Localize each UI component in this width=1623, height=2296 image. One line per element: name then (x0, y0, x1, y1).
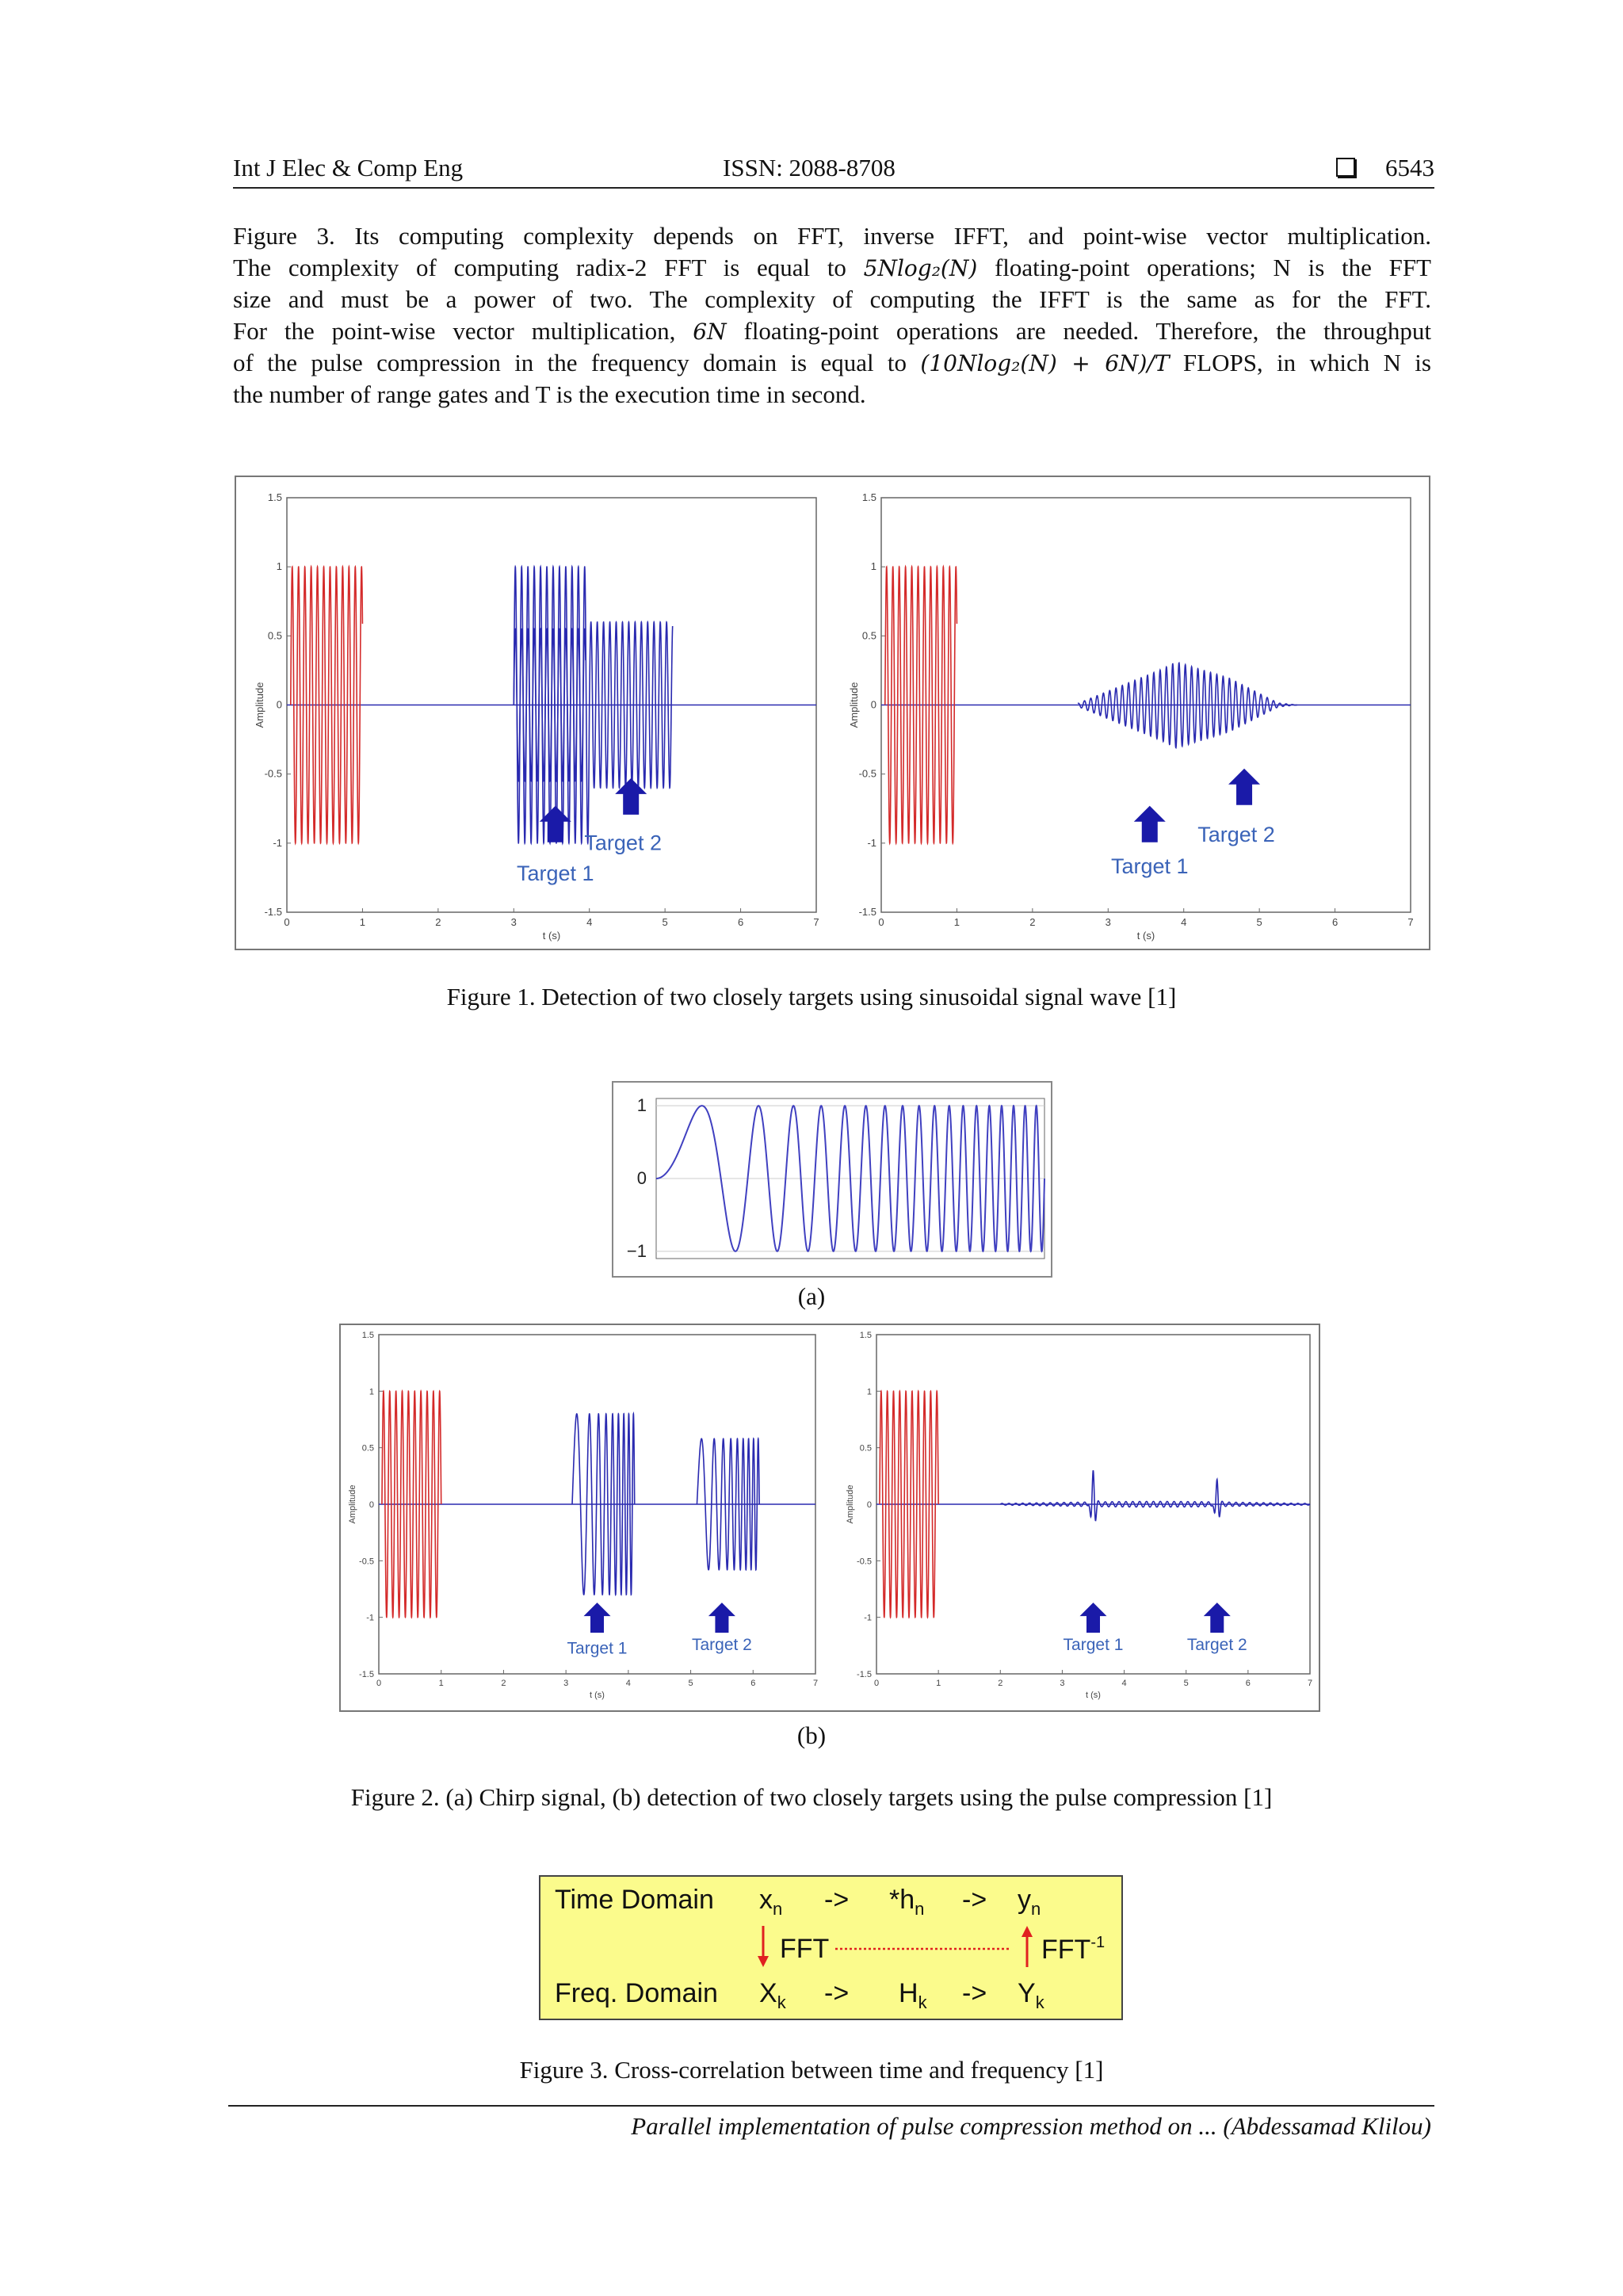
x-n-term: $x_n$ (759, 1885, 783, 1919)
footer-text: Parallel implementation of pulse compression method on ... (Abdessamad Klilou) (631, 2112, 1431, 2140)
y-tick-label: -1.5 (359, 1670, 374, 1679)
y-tick-label: 0.5 (267, 629, 282, 642)
page-number-group (1336, 154, 1434, 182)
y-tick-label: 0 (369, 1500, 374, 1510)
x-tick-label: 7 (812, 1679, 819, 1688)
target-2-label: Target 2 (1186, 1636, 1247, 1655)
arrow-3: -> (824, 1978, 850, 2008)
y-tick-label: -1.5 (858, 906, 876, 918)
y-tick-label: -1.5 (857, 1670, 872, 1679)
footer-rule (228, 2105, 1434, 2107)
x-tick-label: 2 (501, 1679, 506, 1688)
chirp-y-tick-label: −1 (626, 1240, 647, 1261)
fft-complexity-formula: 5Nlog₂(N) (863, 255, 978, 281)
fft-label: FFT (780, 1934, 830, 1964)
x-tick-label: 2 (998, 1679, 1003, 1688)
y-tick-label: 1.5 (859, 1331, 872, 1340)
paragraph-line: size and must be a power of two. The complexity of computing the IFFT is the same as for the FFT. (233, 285, 1431, 313)
arrow-4: -> (962, 1978, 987, 2008)
journal-name: Int J Elec & Comp Eng (233, 154, 464, 181)
figure2b-plots (341, 1325, 1319, 1710)
x-tick-label: 6 (750, 1679, 756, 1688)
y-tick-label: 0.5 (861, 629, 876, 642)
target-2-label: Target 2 (691, 1636, 752, 1655)
x-tick-label: 3 (563, 1679, 569, 1688)
x-tick-label: 3 (1105, 916, 1111, 928)
x-tick-label: 3 (510, 916, 517, 928)
y-tick-label: 1 (870, 560, 876, 573)
y-tick-label: 0.5 (859, 1443, 872, 1454)
figure1-caption: Figure 1. Detection of two closely targets using sinusoidal signal wave [1] (446, 983, 1177, 1010)
x-axis-label: t (s) (542, 930, 561, 942)
paragraph-line: the number of range gates and T is the execution time in second. (233, 380, 866, 408)
x-tick-label: 6 (1331, 916, 1338, 928)
figure1-frame (235, 476, 1430, 950)
x-tick-label: 4 (625, 1679, 631, 1688)
issn: ISSN: 2088-8708 (723, 154, 896, 181)
x-tick-label: 5 (1256, 916, 1262, 928)
y-n-term: $y_n$ (1018, 1885, 1041, 1919)
y-tick-label: 1 (866, 1387, 872, 1397)
x-tick-label: 6 (737, 916, 744, 928)
x-tick-label: 1 (936, 1679, 941, 1688)
x-axis-label: t (s) (590, 1690, 605, 1700)
panel-b-label: (b) (796, 1721, 827, 1749)
target-2-label: Target 2 (1197, 823, 1275, 847)
y-tick-label: -0.5 (359, 1557, 374, 1567)
y-tick-label: 1 (276, 560, 282, 573)
x-tick-label: 0 (284, 916, 290, 928)
y-tick-label: -1 (867, 836, 876, 849)
y-tick-label: -1 (864, 1613, 872, 1623)
figure3-caption: Figure 3. Cross-correlation between time and frequency [1] (519, 2056, 1104, 2084)
x-tick-label: 2 (435, 916, 441, 928)
arrow-2: -> (962, 1885, 987, 1915)
y-axis-label: Amplitude (846, 1484, 855, 1524)
h-n-term: $*h_n$ (889, 1885, 925, 1919)
panel-a-label: (a) (797, 1282, 826, 1310)
y-axis-label: Amplitude (848, 682, 860, 728)
x-tick-label: 0 (376, 1679, 382, 1688)
freq-domain-label: Freq. Domain (555, 1978, 718, 2008)
time-domain-label: Time Domain (555, 1885, 714, 1915)
y-tick-label: -0.5 (264, 767, 282, 780)
x-tick-label: 4 (1121, 1679, 1127, 1688)
y-tick-label: 1.5 (267, 491, 282, 503)
x-tick-label: 4 (1181, 916, 1187, 928)
chirp-y-tick-label: 1 (636, 1095, 647, 1116)
paragraph-line: The complexity of computing radix-2 FFT is equal to 5Nlog₂(N) floating-point operations; N is the FFT (233, 254, 1431, 281)
page-header (233, 152, 1434, 189)
arrow-1: -> (824, 1885, 850, 1915)
y-tick-label: 1.5 (861, 491, 876, 503)
page-number: 6543 (1385, 154, 1434, 181)
x-tick-label: 0 (873, 1679, 880, 1688)
y-tick-label: 1 (369, 1387, 374, 1397)
h-k-term: $H_k$ (899, 1978, 927, 2012)
fft-down-arrowhead (758, 1956, 769, 1967)
figure3-diagram (539, 1875, 1123, 2020)
paragraph-line: For the point-wise vector multiplication, 6N floating-point operations are needed. Therefore, the throughput (233, 317, 1431, 345)
target-1-label: Target 1 (516, 861, 594, 885)
body-paragraph (233, 220, 1431, 411)
x-tick-label: 1 (438, 1679, 444, 1688)
chirp-y-tick-label: 0 (636, 1168, 647, 1188)
figure2-caption: Figure 2. (a) Chirp signal, (b) detection of two closely targets using the pulse compression [1] (350, 1783, 1273, 1811)
y-tick-label: 0 (866, 1500, 872, 1510)
target-1-label: Target 1 (1110, 854, 1189, 879)
multiplication-complexity-formula: 6N (693, 319, 727, 345)
figure1-plots (236, 477, 1429, 949)
paragraph-line: Figure 3. Its computing complexity depends on FFT, inverse IFFT, and point-wise vector multiplication. (233, 222, 1431, 250)
chirp-plot (613, 1083, 1051, 1276)
y-tick-label: -0.5 (858, 767, 876, 780)
x-tick-label: 0 (878, 916, 884, 928)
x-tick-label: 7 (813, 916, 819, 928)
y-tick-label: 0 (870, 698, 876, 711)
x-tick-label: 4 (586, 916, 593, 928)
checkbox-square-icon (1336, 158, 1355, 177)
target-2-label: Target 2 (584, 831, 662, 855)
y-tick-label: -1 (273, 836, 282, 849)
y-tick-label: -1.5 (264, 906, 282, 918)
y-tick-label: -1 (366, 1613, 374, 1623)
target-1-label: Target 1 (1063, 1636, 1124, 1655)
ifft-up-arrowhead (1022, 1926, 1033, 1937)
x-axis-label: t (s) (1136, 930, 1155, 942)
y-tick-label: 0 (276, 698, 282, 711)
x-tick-label: 3 (1060, 1679, 1065, 1688)
ifft-label: $FFT^{-1}$ (1041, 1934, 1106, 1965)
figure2b-frame (339, 1324, 1320, 1712)
y-axis-label: Amplitude (254, 682, 265, 728)
x-tick-label: 1 (359, 916, 366, 928)
x-axis-label: t (s) (1086, 1690, 1101, 1700)
x-k-term: $X_k$ (759, 1978, 786, 2012)
x-tick-label: 5 (688, 1679, 693, 1688)
paragraph-line: of the pulse compression in the frequency domain is equal to (10Nlog₂(N) + 6N)/T FLOPS, in which N is (233, 349, 1431, 376)
y-tick-label: 0.5 (361, 1443, 374, 1454)
x-tick-label: 6 (1245, 1679, 1251, 1688)
x-tick-label: 5 (662, 916, 668, 928)
x-tick-label: 1 (953, 916, 960, 928)
target-1-label: Target 1 (567, 1639, 628, 1658)
y-k-term: $Y_k$ (1018, 1978, 1044, 2012)
y-axis-label: Amplitude (348, 1484, 357, 1524)
x-tick-label: 7 (1307, 1679, 1313, 1688)
throughput-formula: (10Nlog₂(N) + 6N)/T (920, 350, 1170, 376)
chirp-plot-frame (612, 1081, 1052, 1278)
x-tick-label: 7 (1407, 916, 1414, 928)
x-tick-label: 5 (1183, 1679, 1189, 1688)
x-tick-label: 2 (1029, 916, 1036, 928)
y-tick-label: -0.5 (857, 1557, 872, 1567)
y-tick-label: 1.5 (361, 1331, 374, 1340)
